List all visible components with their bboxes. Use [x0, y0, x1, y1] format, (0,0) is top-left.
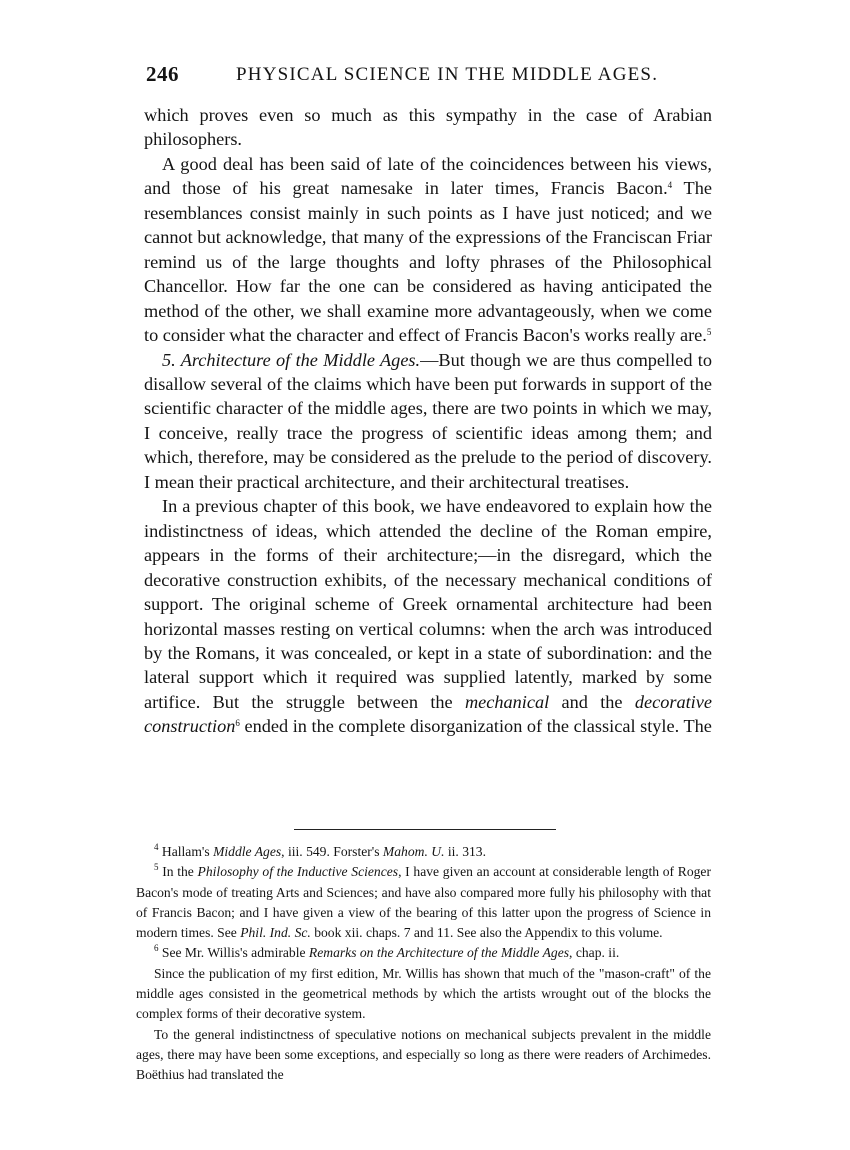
footnote-text: In the	[158, 864, 198, 880]
running-head: PHYSICAL SCIENCE IN THE MIDDLE AGES.	[236, 64, 659, 85]
citation-title: Mahom. U.	[382, 844, 445, 859]
paragraph-architecture	[144, 348, 712, 495]
footnote-text: Hallam's	[158, 844, 214, 859]
citation-title: Middle Ages	[213, 844, 282, 859]
paragraph-text: —But though we are thus compelled to disallow several of the claims which have been put forwards in support of the scientific character of the middle ages, there are two points in which we may, I conceive, really trace the progress of scientific ideas among them; and which, therefore, may be considered as the prelude to the period of discovery. I mean their practical architecture, and their architectural treatises.	[144, 349, 713, 492]
footnote-mark: 5	[154, 862, 159, 873]
footnote-6-continuation: To the general indistinctness of speculative notions on mechanical subjects prevalent in the middle ages, there may have been some exceptions, and especially so long as there were readers of Archimedes. Boëthius had translated the	[136, 1026, 711, 1083]
citation-title: Remarks on the Architecture of the Middle Ages	[308, 945, 570, 961]
body-text	[144, 103, 712, 739]
footnote-4	[136, 842, 711, 862]
emphasis-text: mechanical	[464, 691, 550, 712]
footnote-text: ii. 313.	[444, 844, 487, 859]
footnote-ref-5[interactable]: 5	[706, 327, 712, 338]
footnote-text: See Mr. Willis's admirable	[158, 945, 309, 961]
paragraph-text: A good deal has been said of late of the coincidences between his views, and those of his great namesake in later times, Francis Bacon.	[144, 153, 712, 199]
paragraph-text: and the	[549, 691, 635, 712]
citation-title: Phil. Ind. Sc.	[240, 925, 311, 941]
page-number: 246	[146, 62, 179, 86]
footnote-text: book xii. chaps. 7 and 11. See also the Appendix to this volume.	[310, 925, 663, 941]
footnote-text: , chap. ii.	[569, 945, 620, 961]
footnote-5	[136, 862, 711, 943]
page-header	[146, 62, 726, 90]
footnotes	[136, 842, 711, 1086]
footnote-divider	[294, 829, 556, 830]
footnote-mark: 4	[154, 842, 159, 852]
paragraph-bacon	[144, 152, 712, 348]
citation-title: Philosophy of the Inductive Sciences	[197, 864, 399, 880]
footnote-6-continuation: Since the publication of my first edition, Mr. Willis has shown that much of the "mason-craft" of the middle ages consisted in the geometrical methods by which the artists wrought out of the blocks the complex forms of their decorative system.	[136, 965, 711, 1022]
footnote-mark: 6	[154, 943, 159, 954]
emphasis-text: decorative construction	[144, 691, 712, 737]
paragraph-text: In a previous chapter of this book, we have endeavored to explain how the indistinctness of ideas, which attended the decline of the Roman empire, appears in the forms of their architecture;—in the disregard, which the decorative construction exhibits, of the necessary mechanical conditions of support. The original scheme of Greek ornamental architecture had been horizontal masses resting on vertical columns: when the arch was introduced by the Romans, it was concealed, or kept in a state of subordination: and the lateral support which it required was supplied latently, marked by some artifice. But the struggle between the	[144, 496, 712, 712]
paragraph-text: ended in the complete disorganization of the classical style. The	[239, 716, 712, 737]
paragraph-text: The resemblances consist mainly in such points as I have just noticed; and we cannot but acknowledge, that many of the expressions of the Franciscan Friar remind us of the large thoughts and lofty phrases of the Philosophical Chancellor. How far the one can be considered as having anticipated the method of the other, we shall examine more advantageously, when we come to consider what the character and effect of Francis Bacon's works really are.	[144, 178, 712, 346]
footnote-text: , I have given an account at considerable length of Roger Bacon's mode of treating Arts and Sciences; and have also compared more fully his philosophy with that of Francis Bacon; and I have given a view of the bearing of this latter upon the progress of Science in modern times. See	[136, 864, 711, 941]
paragraph-previous-chapter	[144, 494, 712, 739]
paragraph-continuation	[144, 103, 712, 152]
footnote-ref-4[interactable]: 4	[667, 180, 673, 191]
footnote-6	[136, 943, 711, 963]
paragraph-text: which proves even so much as this sympathy in the case of Arabian philosophers.	[144, 105, 712, 150]
footnote-text: , iii. 549. Forster's	[281, 844, 383, 859]
footnote-ref-6[interactable]: 6	[235, 718, 240, 729]
section-heading: 5. Architecture of the Middle Ages.	[162, 349, 421, 370]
